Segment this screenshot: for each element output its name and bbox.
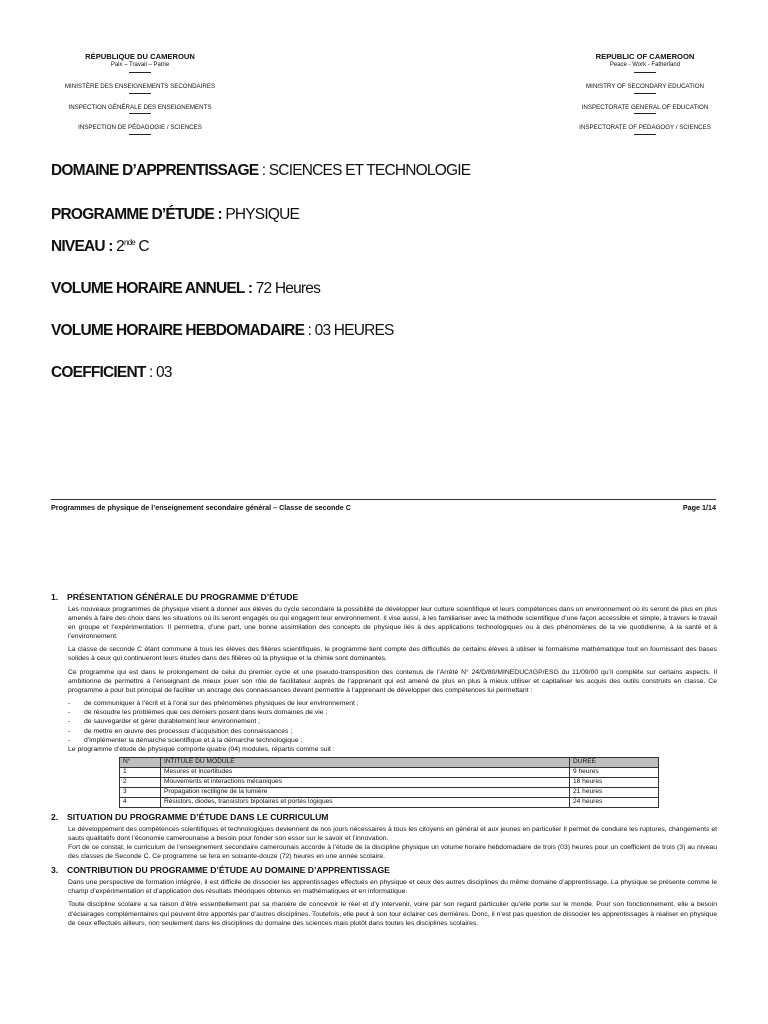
paragraph: Dans une perspective de formation intégrée, il est difficile de dissocier les apprentissages effectués en physique et ceux des autres disciplines du même domaine d’apprentissage. La physique se présente comme le champ d’expérimentation et d’application des résultats théoriques obtenus en mathématiques et en informatique. (68, 879, 717, 896)
field-value-sup: nde (123, 238, 135, 247)
divider (129, 134, 151, 135)
inspectorate-pedagogy-en: INSPECTORATE OF PEDAGOGY / SCIENCES (579, 124, 711, 132)
paragraph: La classe de seconde C étant commune à tous les élèves des filières scientifiques, le programme tient compte des difficultés de certains élèves à utiliser le formalisme mathématique tout en fournissant des bases solides à ceux qui continueront leurs études dans des filières où la physique et la chimie sont dominantes. (68, 646, 717, 663)
table-row (120, 778, 659, 788)
section-title-text: PRÉSENTATION GÉNÉRALE DU PROGRAMME D’ÉTUDE (67, 592, 299, 602)
field-label: COEFFICIENT (51, 364, 146, 381)
country-name-en: REPUBLIC OF CAMEROON (595, 52, 695, 61)
field-domaine (51, 162, 470, 180)
country-name-fr: RÉPUBLIQUE DU CAMEROUN (85, 52, 195, 61)
section-title-text: SITUATION DU PROGRAMME D’ÉTUDE DANS LE CURRICULUM (67, 812, 329, 823)
field-label: VOLUME HORAIRE HEBDOMADAIRE (51, 322, 305, 339)
table-cell: Résistors, diodes, transistors bipolaires et portes logiques (161, 798, 570, 808)
field-value: 2 (116, 238, 124, 256)
table-row (120, 788, 659, 798)
table-cell: Mesures et incertitudes (161, 768, 570, 778)
table-row (120, 798, 659, 808)
table-header-cell: N° (120, 758, 161, 768)
paragraph: Ce programme qui est dans le prolongement de celui du premier cycle et une pseudo-transposition des contenus de l’Arrêté N° 24/D/80/MINEDUC/IGP/ESG du 11/09/00 qu’il complète sur certains aspects. Il ambitionne de permettre à l’enseignant de mieux jouer son rôle de facilitateur auprès de l’apprenant qui est amené de plus en plus à mieux utiliser et capitaliser les acquis des outils construits en classe. Ce programme a pour but principal de faciliter un ancrage des connaissances devant permettre à l’apprenant de développer des compétences lui permettant : (68, 668, 717, 694)
paragraph: Les nouveaux programmes de physique visent à donner aux élèves du cycle secondaire la possibilité de développer leur culture scientifique et leurs compétences dans un environnement où ils seront de plus en plus amenés à faire des choix dans les situations où ils seront engagés ou qui engagent leur environnement. Il vise aussi, à les familiariser avec la méthode scientifique d’une façon accessible et simple, à travers le travail en groupe et l’expérimentation. Il permettra, d’une part, une bonne assimilation des concepts de physique liés à des applications technologiques ou à des phénomènes de la vie quotidienne, à la santé et à l’environnement. (68, 605, 717, 641)
table-cell: 18 heures (570, 778, 659, 788)
divider (129, 72, 151, 73)
section-title (51, 865, 717, 877)
competence-list (68, 699, 717, 745)
field-label: PROGRAMME D’ÉTUDE : (51, 206, 226, 223)
page-footer (51, 499, 716, 512)
divider (634, 93, 656, 94)
section-presentation (51, 592, 717, 808)
section-contribution (51, 865, 717, 927)
paragraph: Fort de ce constat, le curriculum de l’enseignement secondaire camerounais accorde à l’étude de la discipline physique un volume horaire hebdomadaire de trois (03) heures pour un coefficient de trois (3) au niveau des classes de Seconde C. Ce programme se fera en soixante-douze (72) heures en une année scolaire. (68, 844, 717, 861)
page-number: Page 1/14 (682, 503, 716, 512)
field-label: DOMAINE D’APPRENTISSAGE (51, 162, 259, 179)
table-cell: Mouvements et interactions mécaniques (161, 778, 570, 788)
field-label: NIVEAU : (51, 238, 117, 256)
ministry-fr: MINISTÈRE DES ENSEIGNEMENTS SECONDAIRES (64, 82, 216, 90)
motto-fr: Paix – Travail – Patrie (110, 62, 170, 69)
page-content (51, 592, 717, 932)
table-header-cell: DURÉE (570, 758, 659, 768)
paragraph: Toute discipline scolaire a sa raison d’être essentiellement par sa manière de concevoir le réel et d’y intervenir, voire par son regard particulier qu’elle porte sur le monde. Pour son fonctionnement, elle a besoin d’éclairages complémentaires qui peuvent être apportés par d’autres disciplines. Toutefois, elle peut à son tour éclairer ces dernières. Donc, il n’est pas question de dissocier les apprentissages à réaliser en physique de ceux effectués ailleurs, non seulement dans les disciplines du domaine des sciences mais plutôt dans toutes les disciplines scolaires. (68, 901, 717, 927)
table-cell: 9 heures (570, 768, 659, 778)
section-title (51, 592, 717, 604)
footer-title: Programmes de physique de l’enseignement secondaire général – Classe de seconde C (51, 503, 351, 512)
list-item: - de résoudre les problèmes que ces derniers posent dans leurs domaines de vie ; (68, 708, 717, 717)
ministry-en: MINISTRY OF SECONDARY EDUCATION (585, 82, 705, 90)
header-right (530, 52, 760, 145)
field-value: : 03 (145, 364, 172, 381)
table-cell: 21 heures (570, 788, 659, 798)
field-programme (51, 206, 299, 224)
section-number: 3. (51, 865, 59, 876)
header-left (25, 52, 255, 145)
field-niveau (51, 238, 149, 256)
divider (634, 113, 656, 114)
field-value: : SCIENCES ET TECHNOLOGIE (258, 162, 471, 179)
divider (634, 72, 656, 73)
table-cell: 3 (120, 788, 161, 798)
section-number: 1. (51, 592, 59, 602)
list-item: - de mettre en œuvre des processus d’acquisition des connaissances ; (68, 727, 717, 736)
section-situation (51, 812, 717, 861)
divider (129, 113, 151, 114)
list-item: - de communiquer à l’écrit et à l’oral sur des phénomènes physiques de leur environnement ; (68, 699, 717, 708)
table-cell: 24 heures (570, 798, 659, 808)
divider (129, 93, 151, 94)
field-volume-hebdo (51, 322, 394, 340)
divider (634, 134, 656, 135)
motto-en: Peace - Work - Fatherland (609, 62, 681, 69)
field-value-suffix: C (134, 238, 149, 256)
field-coefficient (51, 364, 172, 382)
section-title-text: CONTRIBUTION DU PROGRAMME D’ÉTUDE AU DOMAINE D’APPRENTISSAGE (67, 865, 390, 876)
table-cell: Propagation rectiligne de la lumière (161, 788, 570, 798)
field-value: PHYSIQUE (225, 206, 300, 223)
field-label: VOLUME HORAIRE ANNUEL : (51, 280, 256, 297)
list-item: - de sauvegarder et gérer durablement leur environnement ; (68, 717, 717, 726)
table-cell: 1 (120, 768, 161, 778)
table-header-cell: INTITULE DU MODULE (161, 758, 570, 768)
table-row (120, 768, 659, 778)
field-volume-annuel (51, 280, 320, 298)
table-header-row (120, 758, 659, 768)
inspection-pedagogie-fr: INSPECTION DE PÉDAGOGIE / SCIENCES (78, 124, 202, 132)
table-intro: Le programme d’étude de physique comporte quatre (04) modules, répartis comme suit : (68, 746, 335, 753)
table-cell: 4 (120, 798, 161, 808)
inspectorate-general-en: INSPECTORATE GENERAL OF EDUCATION (581, 103, 709, 111)
table-cell: 2 (120, 778, 161, 788)
field-value: 72 Heures (255, 280, 321, 297)
list-item: - d’implémenter la démarche scientifique et à la démarche technologique ; (68, 736, 717, 745)
field-value: : 03 HEURES (304, 322, 394, 339)
section-title (51, 812, 717, 824)
modules-table (119, 757, 659, 808)
inspection-generale-fr: INSPECTION GÉNÉRALE DES ENSEIGNEMENTS (68, 103, 212, 111)
section-number: 2. (51, 812, 59, 823)
paragraph: Le développement des compétences scientifiques et technologiques deviennent de nos jours nécessaires à tous les citoyens en général et aux jeunes en particulier Il permet de conduire les ruptures, changements et sauts qualitatifs dont l’économie camerounaise a besoin pour fonder son essor sur le savoir et l’innovation. (68, 825, 717, 842)
